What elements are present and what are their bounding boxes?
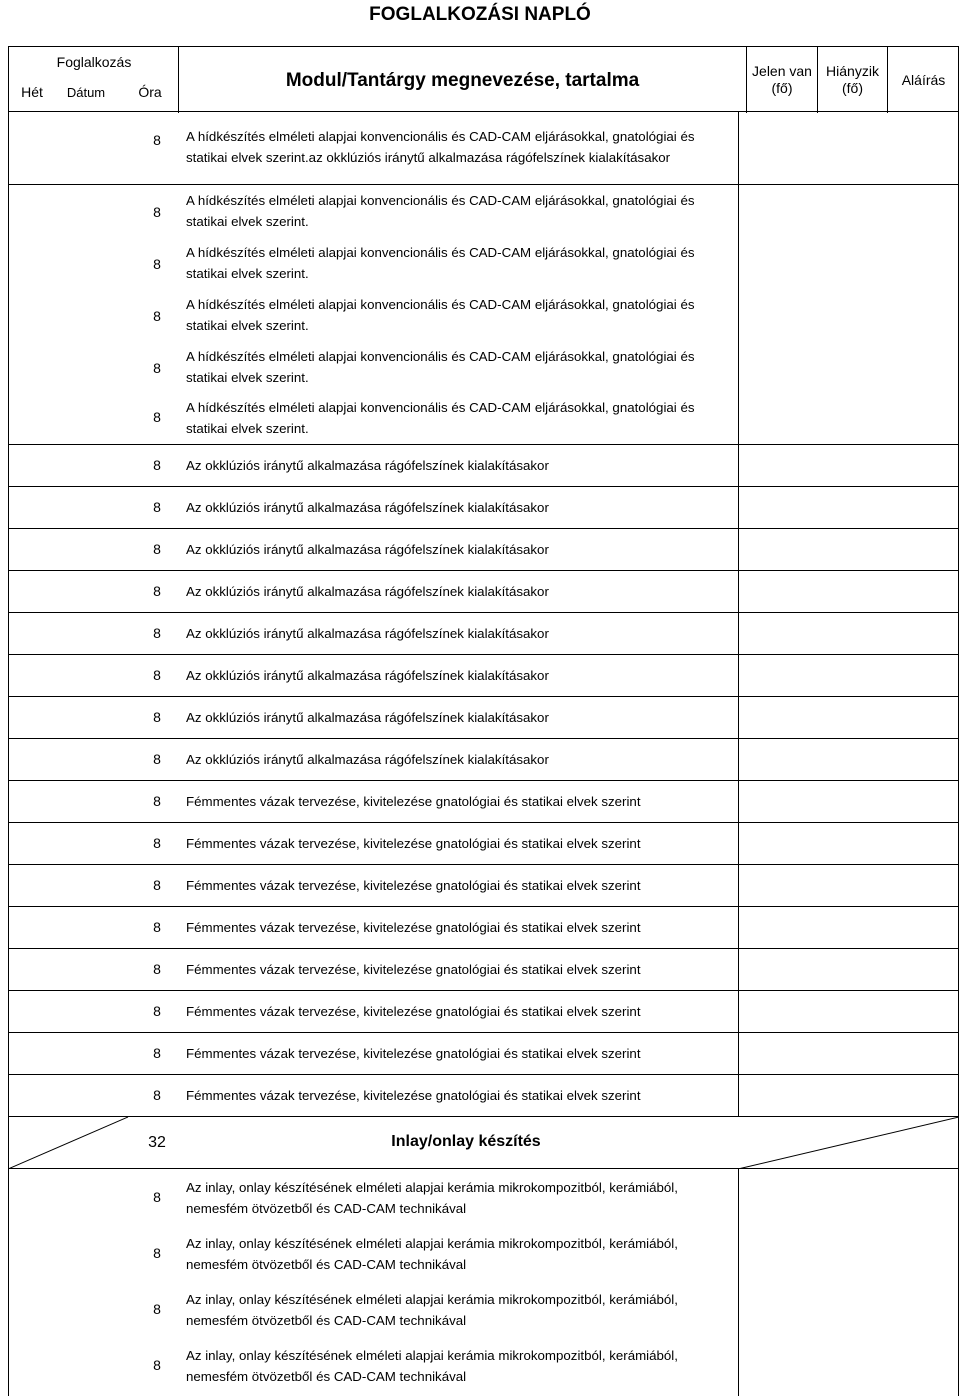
hours-cell: 8	[153, 204, 161, 220]
content-cell	[186, 1233, 746, 1275]
modul-header: Modul/Tantárgy megnevezése, tartalma	[179, 47, 747, 113]
hours-cell: 8	[153, 793, 161, 809]
hours-cell: 8	[153, 709, 161, 725]
content-cell	[186, 242, 746, 284]
jelen-van-header	[747, 47, 818, 113]
hours-cell: 8	[153, 751, 161, 767]
content-line: A hídkészítés elméleti alapjai konvencionális és CAD-CAM eljárásokkal, gnatológiai és	[186, 349, 695, 364]
content-line: statikai elvek szerint.	[186, 266, 309, 281]
content-cell: Az okklúziós iránytű alkalmazása rágófelszínek kialakításakor	[186, 710, 549, 725]
table-row	[8, 1281, 959, 1337]
hours-cell: 8	[153, 919, 161, 935]
table-row	[8, 991, 959, 1033]
content-cell: Fémmentes vázak tervezése, kivitelezése gnatológiai és statikai elvek szerint	[186, 794, 641, 809]
content-cell: Az okklúziós iránytű alkalmazása rágófelszínek kialakításakor	[186, 500, 549, 515]
hours-cell: 8	[153, 499, 161, 515]
hianyzik-header	[818, 47, 888, 113]
module-hours: 32	[148, 1134, 166, 1151]
content-line: statikai elvek szerint.	[186, 370, 309, 385]
hianyzik-line2: (fő)	[842, 80, 863, 96]
table-row	[8, 237, 959, 289]
hours-cell: 8	[153, 1357, 161, 1373]
content-cell: Az okklúziós iránytű alkalmazása rágófelszínek kialakításakor	[186, 626, 549, 641]
content-line: A hídkészítés elméleti alapjai konvencionális és CAD-CAM eljárásokkal, gnatológiai és	[186, 297, 695, 312]
ora-label: Óra	[138, 83, 162, 100]
hours-cell: 8	[153, 877, 161, 893]
grid-line	[738, 112, 739, 1117]
table-row	[8, 529, 959, 571]
hours-cell: 8	[153, 961, 161, 977]
hours-cell: 8	[153, 308, 161, 324]
content-cell: Fémmentes vázak tervezése, kivitelezése gnatológiai és statikai elvek szerint	[186, 1004, 641, 1019]
table-header	[8, 46, 959, 112]
table-row	[8, 655, 959, 697]
content-line: statikai elvek szerint.az okklúziós iránytű alkalmazása rágófelszínek kialakításakor	[186, 150, 671, 165]
content-cell: Fémmentes vázak tervezése, kivitelezése gnatológiai és statikai elvek szerint	[186, 1046, 641, 1061]
hianyzik-line1: Hiányzik	[826, 63, 879, 79]
table-row	[8, 185, 959, 237]
content-cell	[186, 1289, 746, 1331]
table-row	[8, 865, 959, 907]
datum-label: Dátum	[66, 84, 106, 100]
hours-cell: 8	[153, 132, 161, 148]
het-label: Hét	[21, 83, 43, 100]
content-line: nemesfém ötvözetből és CAD-CAM technikával	[186, 1257, 467, 1272]
jelen-van-line2: (fő)	[771, 80, 793, 96]
table-row	[8, 781, 959, 823]
content-line: Az inlay, onlay készítésének elméleti alapjai kerámia mikrokompozitból, kerámiából,	[186, 1292, 678, 1307]
content-cell	[186, 397, 746, 439]
content-cell: Fémmentes vázak tervezése, kivitelezése gnatológiai és statikai elvek szerint	[186, 878, 641, 893]
grid-line	[8, 112, 9, 1396]
content-line: A hídkészítés elméleti alapjai konvencionális és CAD-CAM eljárásokkal, gnatológiai és	[186, 193, 695, 208]
table-row	[8, 949, 959, 991]
content-line: Az inlay, onlay készítésének elméleti alapjai kerámia mikrokompozitból, kerámiából,	[186, 1348, 678, 1363]
module-header-row	[8, 1117, 959, 1169]
table-row	[8, 1225, 959, 1281]
content-line: A hídkészítés elméleti alapjai konvencionális és CAD-CAM eljárásokkal, gnatológiai és	[186, 400, 695, 415]
content-cell: Az okklúziós iránytű alkalmazása rágófelszínek kialakításakor	[186, 458, 549, 473]
content-cell	[186, 1177, 746, 1219]
content-line: nemesfém ötvözetből és CAD-CAM technikával	[186, 1369, 467, 1384]
table-row	[8, 445, 959, 487]
content-cell	[186, 1345, 746, 1387]
page-title: FOGLALKOZÁSI NAPLÓ	[369, 4, 591, 25]
jelen-van-line1: Jelen van	[752, 63, 812, 79]
content-cell: Fémmentes vázak tervezése, kivitelezése gnatológiai és statikai elvek szerint	[186, 920, 641, 935]
table-row	[8, 393, 959, 445]
content-cell	[186, 126, 746, 168]
table-row	[8, 697, 959, 739]
table-row	[8, 1169, 959, 1225]
content-cell: Az okklúziós iránytű alkalmazása rágófelszínek kialakításakor	[186, 542, 549, 557]
hours-cell: 8	[153, 457, 161, 473]
content-cell: Az okklúziós iránytű alkalmazása rágófelszínek kialakításakor	[186, 584, 549, 599]
hours-cell: 8	[153, 625, 161, 641]
hours-cell: 8	[153, 583, 161, 599]
table-row	[8, 289, 959, 341]
content-line: statikai elvek szerint.	[186, 318, 309, 333]
hours-cell: 8	[153, 667, 161, 683]
content-line: Az inlay, onlay készítésének elméleti alapjai kerámia mikrokompozitból, kerámiából,	[186, 1180, 678, 1195]
table-row	[8, 487, 959, 529]
content-cell	[186, 346, 746, 388]
table-row	[8, 613, 959, 655]
content-line: statikai elvek szerint.	[186, 214, 309, 229]
table-row	[8, 823, 959, 865]
content-line: statikai elvek szerint.	[186, 421, 309, 436]
content-cell: Az okklúziós iránytű alkalmazása rágófelszínek kialakításakor	[186, 668, 549, 683]
hours-cell: 8	[153, 1245, 161, 1261]
foglalkozas-group	[9, 47, 179, 113]
hours-cell: 8	[153, 1045, 161, 1061]
table-row	[8, 571, 959, 613]
content-cell	[186, 294, 746, 336]
foglalkozas-label: Foglalkozás	[56, 53, 132, 70]
content-line: A hídkészítés elméleti alapjai konvencionális és CAD-CAM eljárásokkal, gnatológiai és	[186, 129, 695, 144]
grid-line	[958, 112, 959, 1396]
hours-cell: 8	[153, 360, 161, 376]
hours-cell: 8	[153, 256, 161, 272]
table-row	[8, 739, 959, 781]
hours-cell: 8	[153, 1301, 161, 1317]
table-row	[8, 112, 959, 185]
hours-cell: 8	[153, 1189, 161, 1205]
content-line: nemesfém ötvözetből és CAD-CAM technikával	[186, 1313, 467, 1328]
content-cell: Fémmentes vázak tervezése, kivitelezése gnatológiai és statikai elvek szerint	[186, 962, 641, 977]
content-cell	[186, 190, 746, 232]
hours-cell: 8	[153, 1003, 161, 1019]
alairas-header: Aláírás	[901, 71, 946, 88]
content-cell: Az okklúziós iránytű alkalmazása rágófelszínek kialakításakor	[186, 752, 549, 767]
content-line: A hídkészítés elméleti alapjai konvencionális és CAD-CAM eljárásokkal, gnatológiai és	[186, 245, 695, 260]
hours-cell: 8	[153, 835, 161, 851]
grid-line	[738, 1169, 739, 1396]
table-row	[8, 1337, 959, 1393]
table-row	[8, 907, 959, 949]
table-row	[8, 341, 959, 393]
module-title: Inlay/onlay készítés	[391, 1133, 541, 1150]
hours-cell: 8	[153, 541, 161, 557]
table-row	[8, 1075, 959, 1117]
hours-cell: 8	[153, 1087, 161, 1103]
content-cell: Fémmentes vázak tervezése, kivitelezése gnatológiai és statikai elvek szerint	[186, 1088, 641, 1103]
content-cell: Fémmentes vázak tervezése, kivitelezése gnatológiai és statikai elvek szerint	[186, 836, 641, 851]
hours-cell: 8	[153, 409, 161, 425]
content-line: Az inlay, onlay készítésének elméleti alapjai kerámia mikrokompozitból, kerámiából,	[186, 1236, 678, 1251]
content-line: nemesfém ötvözetből és CAD-CAM technikával	[186, 1201, 467, 1216]
table-row	[8, 1033, 959, 1075]
